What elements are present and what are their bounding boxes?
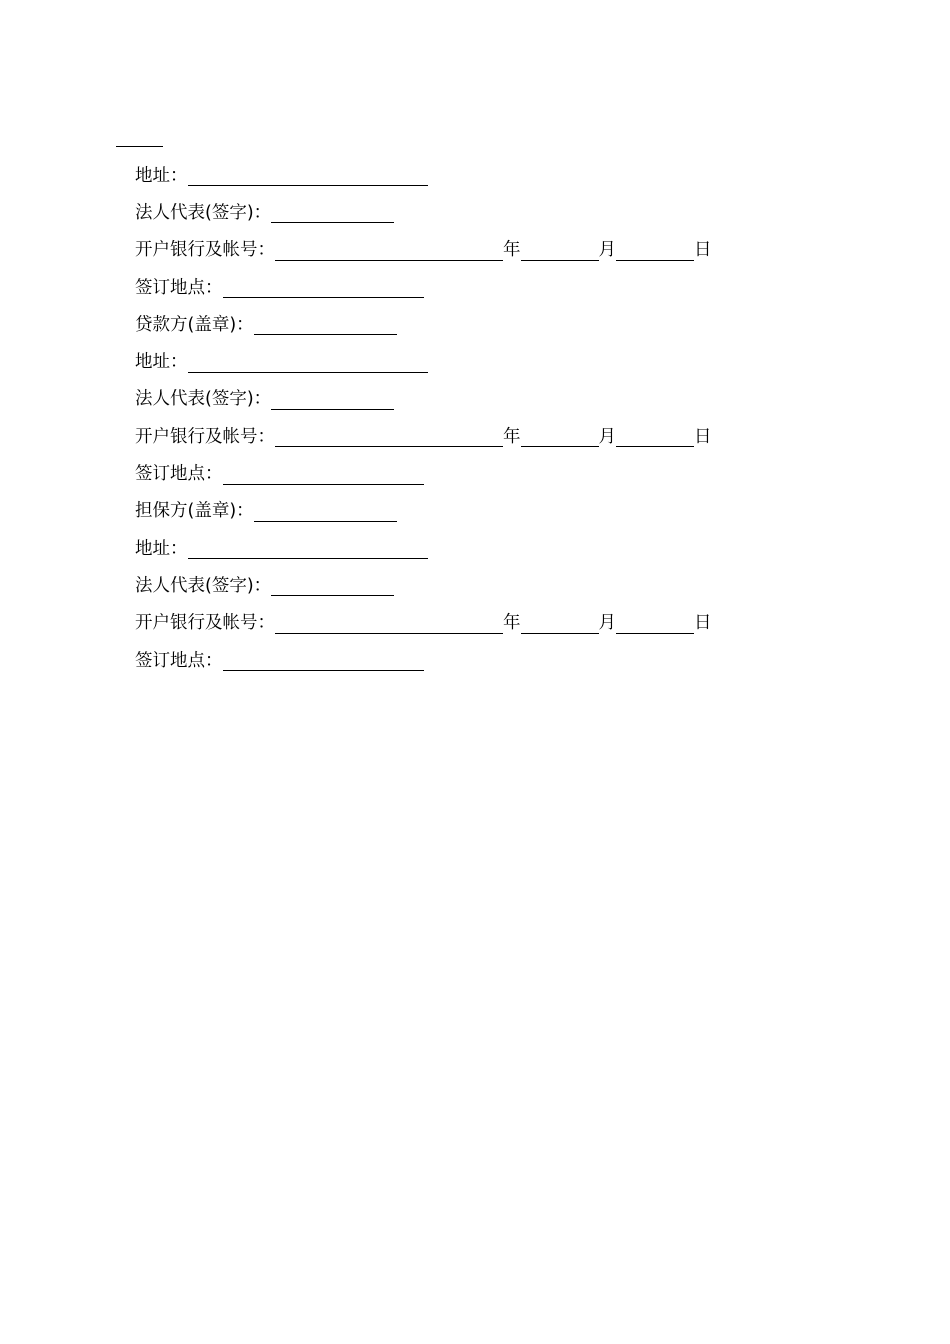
address-row <box>135 343 712 380</box>
signature-form <box>135 157 712 679</box>
day-field[interactable] <box>616 613 694 634</box>
day-label: 日 <box>694 240 712 261</box>
signing-place-label: 签订地点： <box>135 277 223 298</box>
bank-account-row <box>135 418 712 455</box>
lender-field[interactable] <box>254 314 397 335</box>
address-field[interactable] <box>188 538 428 559</box>
bank-account-label: 开户银行及帐号： <box>135 426 275 447</box>
month-field[interactable] <box>521 613 599 634</box>
bank-account-label: 开户银行及帐号： <box>135 613 275 634</box>
address-field[interactable] <box>188 352 428 373</box>
address-row <box>135 530 712 567</box>
signing-place-field[interactable] <box>223 650 424 671</box>
legal-rep-row <box>135 194 712 231</box>
top-fill-line <box>116 146 163 147</box>
signing-place-label: 签订地点： <box>135 464 223 485</box>
address-field[interactable] <box>188 165 428 186</box>
signing-place-field[interactable] <box>223 277 424 298</box>
month-label: 月 <box>598 240 616 261</box>
legal-rep-label: 法人代表(签字)： <box>135 202 272 223</box>
month-field[interactable] <box>521 426 599 447</box>
lender-row <box>135 306 712 343</box>
month-label: 月 <box>598 613 616 634</box>
address-row <box>135 157 712 194</box>
signing-place-row <box>135 455 712 492</box>
year-label: 年 <box>503 426 521 447</box>
bank-account-field[interactable] <box>275 426 503 447</box>
day-label: 日 <box>694 426 712 447</box>
bank-account-label: 开户银行及帐号： <box>135 240 275 261</box>
guarantor-label: 担保方(盖章)： <box>135 501 254 522</box>
month-label: 月 <box>598 426 616 447</box>
bank-account-field[interactable] <box>275 613 503 634</box>
legal-rep-field[interactable] <box>271 202 394 223</box>
legal-rep-row <box>135 381 712 418</box>
month-field[interactable] <box>521 240 599 261</box>
legal-rep-field[interactable] <box>271 389 394 410</box>
lender-label: 贷款方(盖章)： <box>135 314 254 335</box>
year-label: 年 <box>503 613 521 634</box>
legal-rep-label: 法人代表(签字)： <box>135 575 272 596</box>
signing-place-field[interactable] <box>223 464 424 485</box>
legal-rep-row <box>135 567 712 604</box>
signing-place-row <box>135 642 712 679</box>
year-label: 年 <box>503 240 521 261</box>
bank-account-row <box>135 232 712 269</box>
bank-account-field[interactable] <box>275 240 503 261</box>
legal-rep-field[interactable] <box>271 575 394 596</box>
guarantor-field[interactable] <box>254 501 397 522</box>
signing-place-row <box>135 269 712 306</box>
day-field[interactable] <box>616 240 694 261</box>
bank-account-row <box>135 605 712 642</box>
legal-rep-label: 法人代表(签字)： <box>135 389 272 410</box>
guarantor-row <box>135 493 712 530</box>
address-label: 地址： <box>135 165 188 186</box>
address-label: 地址： <box>135 538 188 559</box>
address-label: 地址： <box>135 352 188 373</box>
day-label: 日 <box>694 613 712 634</box>
day-field[interactable] <box>616 426 694 447</box>
signing-place-label: 签订地点： <box>135 650 223 671</box>
